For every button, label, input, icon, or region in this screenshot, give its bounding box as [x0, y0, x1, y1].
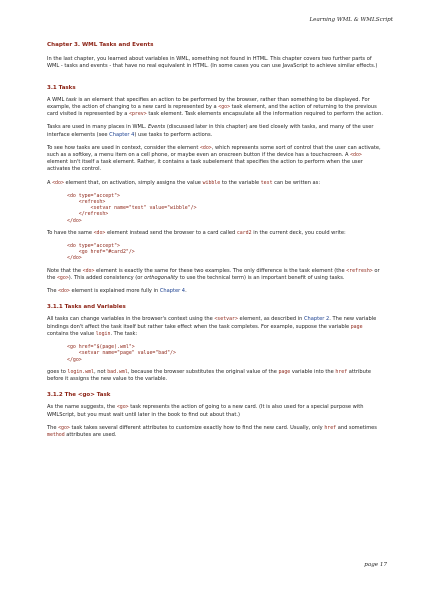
paragraph-task-usage: Tasks are used in many places in WML. Events (discussed later in this chapter) are tied closely with tasks, and many of the user interface elements (see Chapter 4) use tasks to perform actions. — [47, 124, 374, 138]
section-heading-3-1: 3.1 Tasks — [47, 84, 76, 91]
paragraph-go-example-intro: To have the same <do> element instead send the browser to a card called card2 in the current deck, you could write: — [47, 229, 346, 236]
running-header: Learning WML & WMLScript — [309, 17, 393, 23]
paragraph-orthogonality: Note that the <do> element is exactly the same for these two examples. The only difference is the task element (the <refresh> or the <go>). This added consistency (or orthogonality to use the technical term) is an important benefit of using tasks. — [47, 267, 380, 281]
page-content — [47, 42, 383, 445]
paragraph-do-example-intro: A <do> element that, on activation, simply assigns the value wibble to the variable test can be written as: — [47, 179, 321, 186]
paragraph-do-reference: The <do> element is explained more fully in Chapter 4. — [47, 288, 187, 295]
code-block-refresh: <do type="accept"> <refresh> <setvar name="test" value="wibble"/> </refresh> </do> — [67, 192, 197, 224]
paragraph-task-definition: A WML task is an element that specifies an action to be performed by the browser, rather than something to be displayed. For example, the action of changing to a new card is represented by a <go> task element, and the action of returning to the previous card visited is represented by a <prev> task element. Task elements encapsulate all the information required to perform the action. — [47, 96, 383, 118]
chapter-4-link-2[interactable]: Chapter 4 — [159, 288, 186, 295]
chapter-title: Chapter 3. WML Tasks and Events — [47, 42, 154, 48]
paragraph-go-task: As the name suggests, the <go> task represents the action of going to a new card. (It is also used for a special purpose with WMLScript, but you must wait until later in the book to find out about that.) — [47, 404, 364, 418]
code-block-setvar: <go href="$(page).wml"> <setvar name="page" value="bad"/> </go> — [67, 344, 176, 363]
page-number: page 17 — [364, 562, 387, 568]
paragraph-task-variables: All tasks can change variables in the browser's context using the <setvar> element, as described in Chapter 2. The new variable bindings don't affect the task itself but rather take effect when the task completes. For example, suppose the variable page contains the value login. The task: — [47, 316, 377, 337]
code-block-go: <do type="accept"> <go href="#card2"/> </do> — [67, 243, 135, 262]
chapter-2-link[interactable]: Chapter 2 — [304, 316, 330, 323]
intro-paragraph: In the last chapter, you learned about variables in WML, something not found in HTML. This chapter covers two further parts of WML - tasks and events - that have no real equivalent in HTML. (In some cases you can use JavaScript to achieve similar effects.) — [47, 56, 378, 70]
paragraph-go-attributes: The <go> task takes several different attributes to customize exactly how to find the new card. Usually, only href and sometimes method attributes are used. — [47, 424, 377, 438]
chapter-4-link[interactable]: Chapter 4 — [109, 131, 135, 138]
paragraph-substitution: goes to login.wml, not bad.wml, because the browser substitutes the original value of the page variable into the href attribute before it assigns the new value to the variable. — [47, 368, 372, 382]
paragraph-do-context: To see how tasks are used in context, consider the element <do>, which represents some sort of control that the user can activate, such as a softkey, a menu item on a cell phone, or maybe even an onscreen button if the device has a touchscreen. A <do> element isn't itself a task element. Rather, it contains a task subelement that specifies the action to perform when the user activates the control. — [47, 144, 381, 173]
section-heading-3-1-1: 3.1.1 Tasks and Variables — [47, 304, 126, 311]
section-heading-3-1-2: 3.1.2 The <go> Task — [47, 392, 111, 399]
